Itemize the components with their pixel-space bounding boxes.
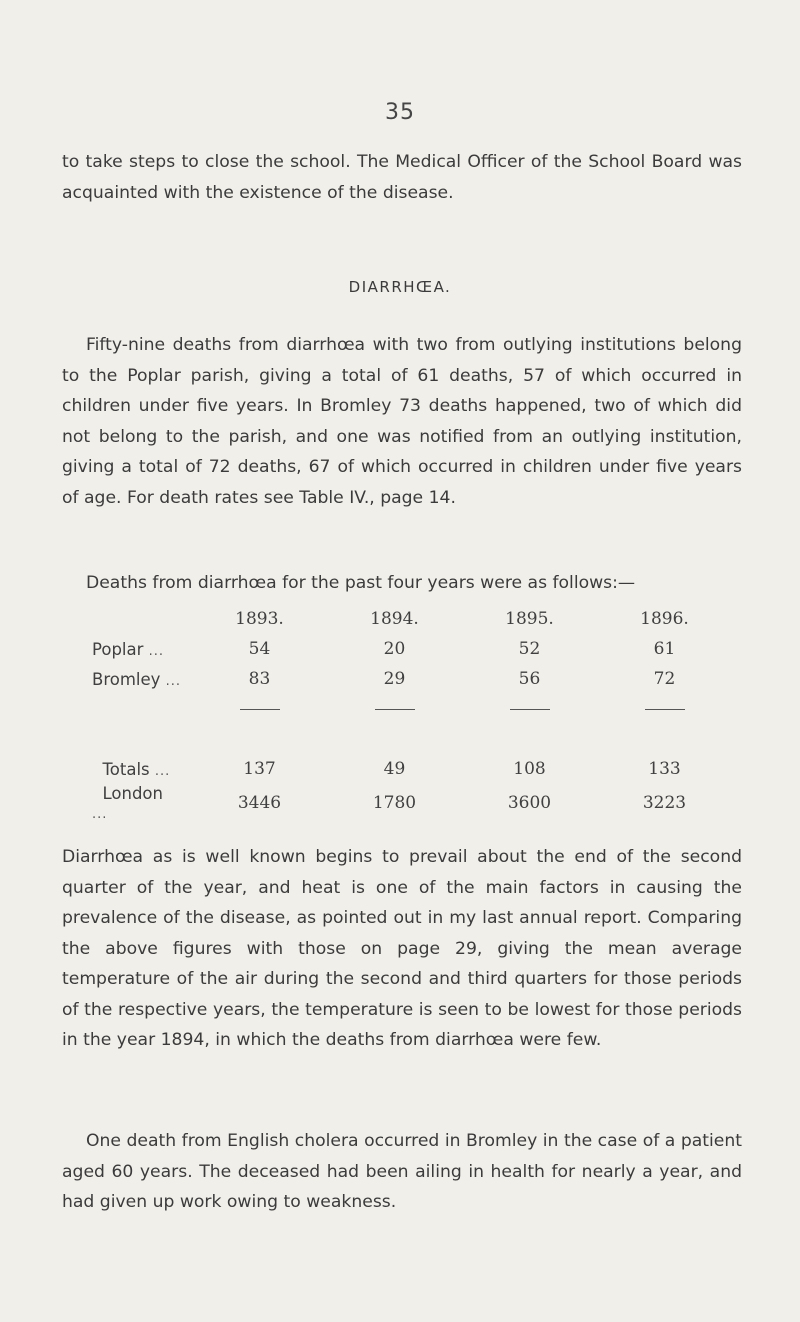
seasonal-paragraph: Diarrhœa as is well known begins to prevail about the end of the second quarter of the year, and heat is one of the main factors in causing the prevalence of the disease, as pointed out in my last annual report. Comparing the above figures with those on page 29, giving the mean average temperature of the air during the second and third quarters for those periods of the respective years, the temperature is seen to be lowest for those periods in the year 1894, in which the deaths from diarrhœa were few. [62,847,742,1050]
table-cell: 137 [243,759,276,779]
intro-paragraph: to take steps to close the school. The Medical Officer of the School Board was acquainted with the existence of the disease. [62,152,742,203]
table-cell: 1780 [372,793,417,813]
year-header: 1896. [640,609,689,629]
row-label: Totals ... [102,759,171,779]
table-cell: 108 [513,759,546,779]
diarrhoea-paragraph: Fifty-nine deaths from diarrhœa with two from outlying institutions belong to the Poplar parish, giving a total of 61 deaths, 57 of which occurred in children under five years. In Bromley 73 deaths happened, two of which did not belong to the parish, and one was notified from an outlying institution, giving a total of 72 deaths, 67 of which occurred in children under five years of age. For death rates see Table IV., page 14. [62,335,742,508]
table-cell: 61 [653,639,676,659]
table-cell: 3600 [507,793,552,813]
table-cell: 72 [653,669,676,689]
sum-rule [645,709,685,710]
table-cell: 54 [248,639,271,659]
table-row-london [92,784,732,822]
sum-rule [240,709,280,710]
sum-rule-row [92,694,732,724]
table-row-poplar [92,634,732,664]
sum-rule [510,709,550,710]
cholera-paragraph: One death from English cholera occurred in Bromley in the case of a patient aged 60 years. The deceased had been ailing in health for nearly a year, and had given up work owing to weakness. [62,1131,742,1212]
table-row-totals [92,754,732,784]
page-number: 35 [385,100,415,125]
table-cell: 3446 [237,793,282,813]
table-cell: 56 [518,669,541,689]
year-header: 1893. [235,609,284,629]
deaths-table [92,604,732,822]
table-cell: 133 [648,759,681,779]
table-cell: 83 [248,669,271,689]
year-header: 1894. [370,609,419,629]
row-label: London ... [92,784,163,822]
sum-rule [375,709,415,710]
row-label: Bromley ... [92,669,182,689]
table-row-bromley [92,664,732,694]
table-cell: 52 [518,639,541,659]
table-cell: 49 [383,759,406,779]
table-cell: 20 [383,639,406,659]
year-header-row [92,604,732,634]
section-heading: DIARRHŒA. [348,278,452,296]
table-intro: Deaths from diarrhœa for the past four years were as follows:— [86,573,636,593]
table-cell: 3223 [642,793,687,813]
header-spacer [92,604,192,634]
table-cell: 29 [383,669,406,689]
row-label: Poplar ... [92,639,165,659]
year-header: 1895. [505,609,554,629]
